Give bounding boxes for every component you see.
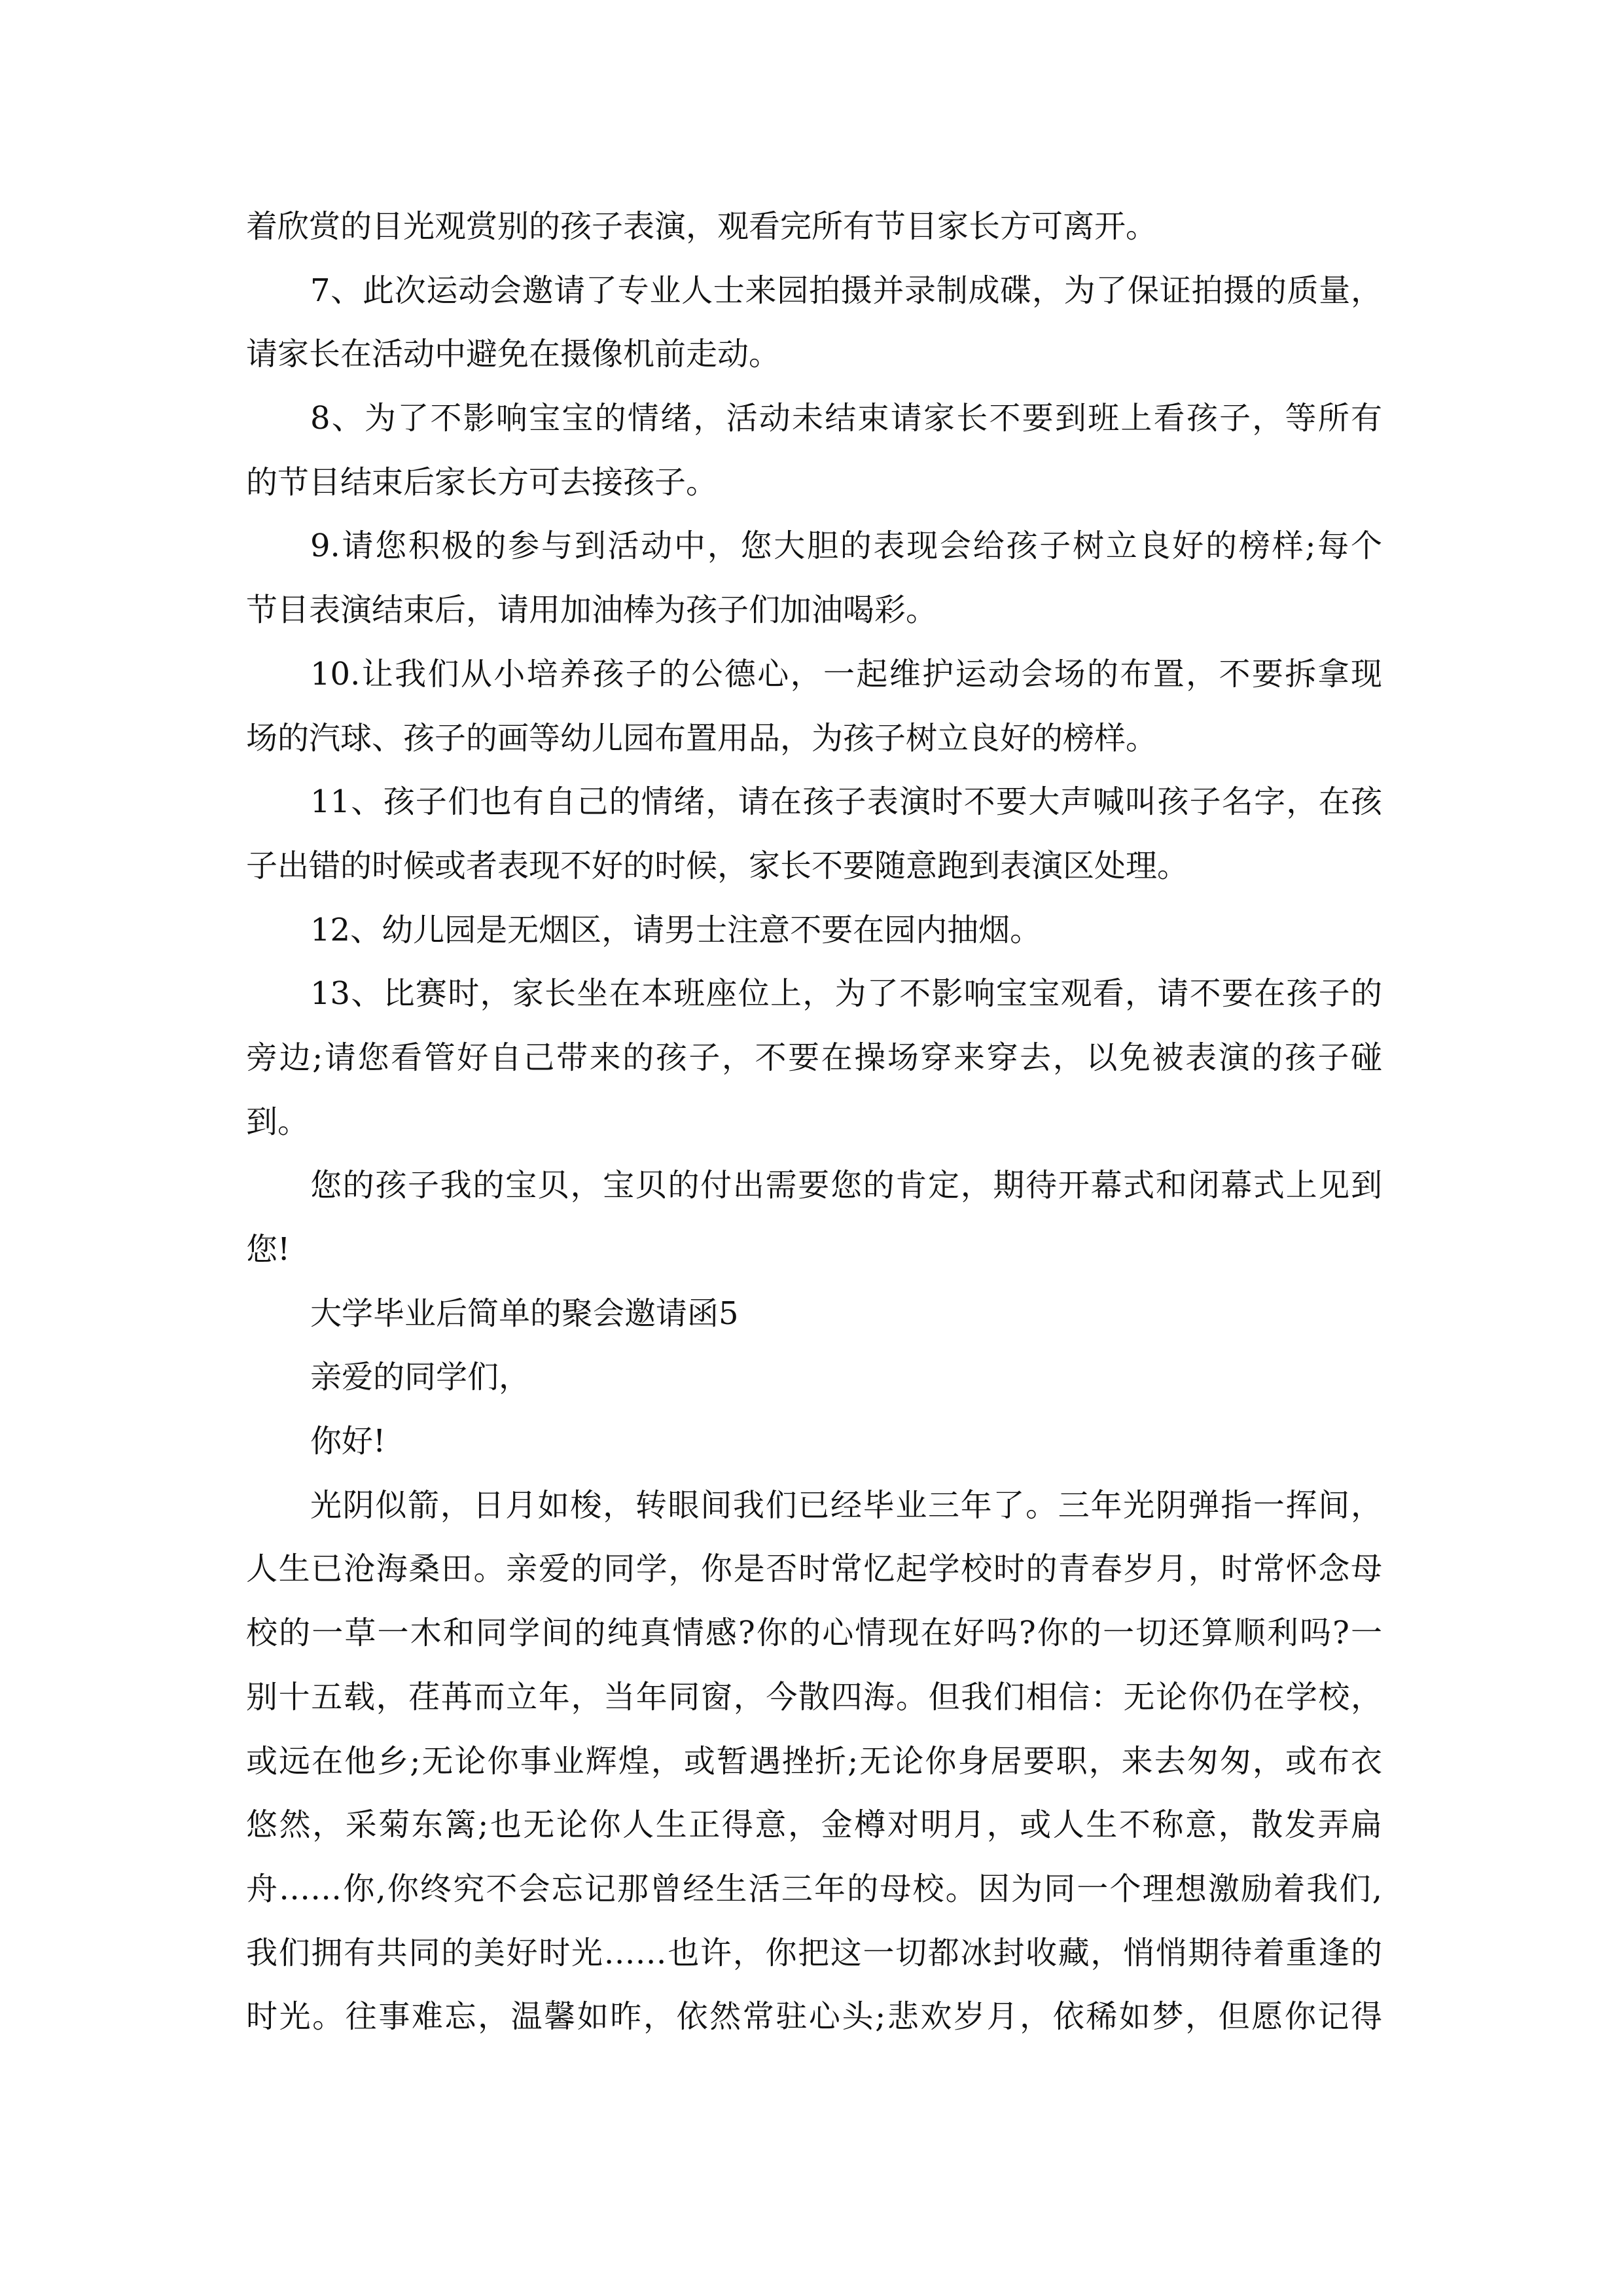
list-item-10: 10.让我们从小培养孩子的公德心，一起维护运动会场的布置，不要拆拿现	[310, 655, 1382, 692]
text-line: 您!	[246, 1231, 291, 1268]
text-line: 我们拥有共同的美好时光……也许，你把这一切都冰封收藏，悄悄期待着重逢的	[246, 1934, 1382, 1971]
text-line: 请家长在活动中避免在摄像机前走动。	[246, 336, 781, 373]
text-line: 场的汽球、孩子的画等幼儿园布置用品，为孩子树立良好的榜样。	[246, 719, 1158, 757]
list-item-9: 9.请您积极的参与到活动中，您大胆的表现会给孩子树立良好的榜样;每个	[310, 528, 1382, 565]
text-line: 悠然，采菊东篱;也无论你人生正得意，金樽对明月，或人生不称意，散发弄扁	[246, 1806, 1382, 1844]
text-line: 校的一草一木和同学间的纯真情感?你的心情现在好吗?你的一切还算顺利吗?一	[246, 1615, 1382, 1652]
text-line: 的节目结束后家长方可去接孩子。	[246, 463, 718, 501]
list-item-7: 7、此次运动会邀请了专业人士来园拍摄并录制成碟，为了保证拍摄的质量，	[310, 272, 1382, 309]
text-line: 到。	[246, 1103, 310, 1140]
list-item-13: 13、比赛时，家长坐在本班座位上，为了不影响宝宝观看，请不要在孩子的	[310, 975, 1382, 1013]
text-line: 节目表演结束后，请用加油棒为孩子们加油喝彩。	[246, 592, 938, 629]
list-item-12: 12、幼儿园是无烟区，请男士注意不要在园内抽烟。	[310, 911, 1042, 948]
closing-paragraph: 您的孩子我的宝贝，宝贝的付出需要您的肯定，期待开幕式和闭幕式上见到	[310, 1167, 1382, 1204]
text-line: 时光。往事难忘，温馨如昨，依然常驻心头;悲欢岁月，依稀如梦，但愿你记得	[246, 1998, 1382, 2036]
text-line: 着欣赏的目光观赏别的孩子表演，观看完所有节目家长方可离开。	[246, 208, 1158, 245]
list-item-11: 11、孩子们也有自己的情绪，请在孩子表演时不要大声喊叫孩子名字，在孩	[310, 783, 1382, 821]
salutation: 亲爱的同学们，	[310, 1359, 531, 1396]
document-body	[246, 195, 1382, 2049]
section-title: 大学毕业后简单的聚会邀请函5	[310, 1295, 739, 1332]
body-paragraph: 光阴似箭，日月如梭，转眼间我们已经毕业三年了。三年光阴弹指一挥间，	[310, 1486, 1382, 1524]
text-line: 舟……你,你终究不会忘记那曾经生活三年的母校。因为同一个理想激励着我们,	[246, 1870, 1382, 1907]
text-line: 人生已沧海桑田。亲爱的同学，你是否时常忆起学校时的青春岁月，时常怀念母	[246, 1551, 1382, 1588]
list-item-8: 8、为了不影响宝宝的情绪，活动未结束请家长不要到班上看孩子，等所有	[310, 400, 1382, 437]
text-line: 子出错的时候或者表现不好的时候，家长不要随意跑到表演区处理。	[246, 847, 1189, 884]
greeting: 你好!	[310, 1423, 386, 1460]
text-line: 别十五载，荏苒而立年，当年同窗，今散四海。但我们相信：无论你仍在学校，	[246, 1678, 1382, 1715]
text-line: 或远在他乡;无论你事业辉煌，或暂遇挫折;无论你身居要职，来去匆匆，或布衣	[246, 1742, 1382, 1780]
text-line: 旁边;请您看管好自己带来的孩子，不要在操场穿来穿去，以免被表演的孩子碰	[246, 1039, 1382, 1076]
